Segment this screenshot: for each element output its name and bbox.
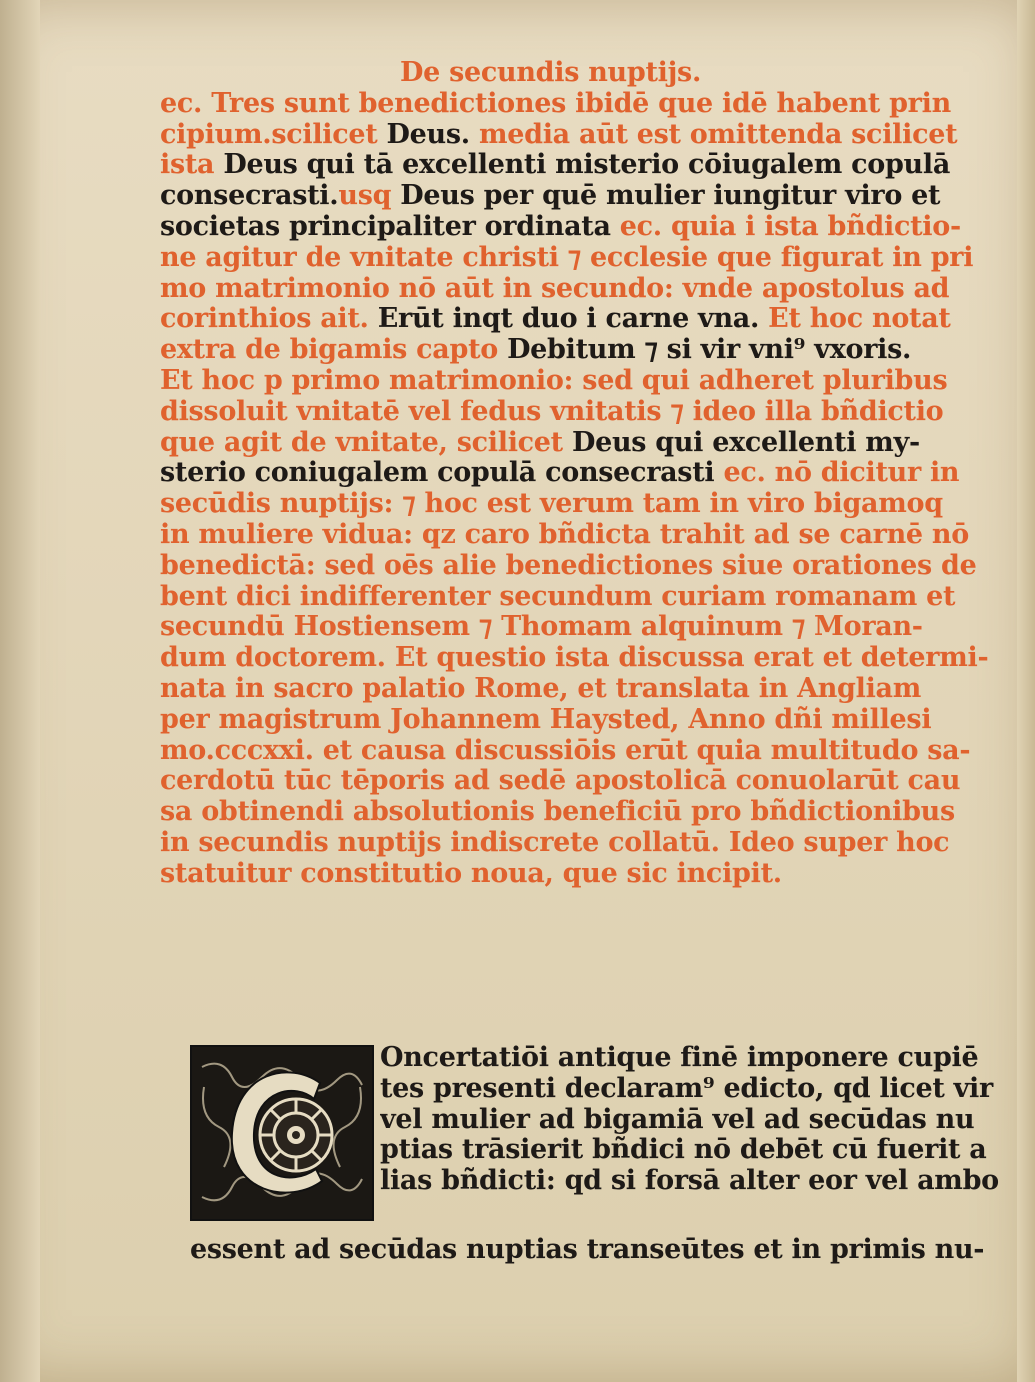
text-line (160, 458, 1000, 489)
text-line (160, 828, 1000, 859)
rubric-text: bent dici indifferenter secundum curiam romanam et (160, 581, 956, 612)
decree-line: ptias trāsierit bñdici nō debēt cū fuerit a (380, 1135, 987, 1166)
black-text: Debitum ⁊ si vir vni⁹ vxoris. (507, 335, 912, 366)
text-line (160, 181, 1000, 212)
text-line (160, 397, 1000, 428)
black-text: sterio coniugalem copulā consecrasti (160, 458, 724, 489)
decree-line: lias bñdicti: qd si forsā alter eor vel ambo (380, 1166, 999, 1197)
text-line (160, 335, 1000, 366)
decorated-initial-c (190, 1045, 374, 1221)
rubric-text: ec. Tres sunt benedictiones ibidē que idē habent prin (160, 88, 951, 119)
black-text: Deus. (386, 119, 470, 150)
decree-line: vel mulier ad bigamiā vel ad secūdas nu (380, 1104, 975, 1135)
rubric-text: secūdis nuptijs: ⁊ hoc est verum tam in viro bigamoq (160, 489, 943, 520)
rubric-text: per magistrum Johannem Haysted, Anno dñi millesi (160, 704, 932, 735)
black-text: Deus qui tā excellenti misterio cōiugalem copulā (223, 150, 951, 181)
rubric-text: in muliere vidua: qz caro bñdicta trahit ad se carnē nō (160, 519, 969, 550)
initial-ornament-icon (192, 1047, 372, 1219)
rubric-text: mo.cccxxi. et causa discussiōis erūt quia multitudo sa- (160, 735, 971, 766)
text-line (160, 797, 1000, 828)
text-line (160, 428, 1000, 459)
rubric-text: mo matrimonio nō aūt in secundo: vnde apostolus ad (160, 273, 950, 304)
page-edge (1017, 0, 1035, 1382)
text-line (160, 612, 1000, 643)
page-heading: De secundis nuptijs. (400, 58, 702, 88)
rubric-text: secundū Hostiensem ⁊ Thomam alquinum ⁊ Moran- (160, 612, 923, 643)
text-line (160, 705, 1000, 736)
text-line (160, 212, 1000, 243)
decree-line: tes presenti declaram⁹ edicto, qd licet vir (380, 1073, 993, 1104)
rubric-text: nata in sacro palatio Rome, et translata in Angliam (160, 673, 922, 704)
text-line (160, 859, 1000, 890)
text-line (160, 304, 1000, 335)
black-text: Deus qui excellenti my- (571, 427, 920, 458)
rubric-text: benedictā: sed oēs alie benedictiones siue orationes de (160, 550, 977, 581)
rubric-text: ista (160, 150, 224, 181)
rubric-text: ec. quia i ista bñdictio- (619, 211, 961, 242)
page-text (160, 58, 1000, 890)
rubric-text: Et hoc notat (759, 304, 951, 335)
black-text: consecrasti. (160, 181, 339, 212)
text-line (160, 274, 1000, 305)
decree-lines (380, 1043, 1000, 1197)
rubric-text: cerdotū tūc tēporis ad sedē apostolicā conuolarūt cau (160, 766, 961, 797)
text-line (160, 489, 1000, 520)
text-line (160, 150, 1000, 181)
black-text: societas principaliter ordinata (160, 211, 620, 242)
rubric-text: corinthios ait. (160, 304, 378, 335)
body-text (160, 89, 1000, 890)
rubric-text: in secundis nuptijs indiscrete collatū. Ideo super hoc (160, 827, 950, 858)
closing-text (190, 1235, 1000, 1266)
rubric-text: statuitur constitutio noua, que sic incipit. (160, 858, 782, 889)
text-line (160, 766, 1000, 797)
text-line (160, 243, 1000, 274)
text-line (160, 89, 1000, 120)
rubric-text: que agit de vnitate, scilicet (160, 427, 572, 458)
text-line (160, 582, 1000, 613)
page-gutter (0, 0, 40, 1382)
decree-line: Oncertatiōi antique finē imponere cupiē (380, 1043, 979, 1073)
closing-line: essent ad secūdas nuptias transeūtes et in primis nu- (190, 1235, 985, 1265)
black-text: Deus per quē mulier iungitur viro et (400, 181, 941, 212)
black-text: Erūt inqt duo i carne vna. (377, 304, 760, 335)
rubric-text: extra de bigamis capto (160, 335, 508, 366)
rubric-text: sa obtinendi absolutionis beneficiū pro bñdictionibus (160, 797, 955, 828)
rubric-text: media aūt est omittenda scilicet (469, 119, 958, 150)
rubric-text: cipium.scilicet (160, 119, 387, 150)
text-line (160, 366, 1000, 397)
text-line (160, 120, 1000, 151)
rubric-text: ec. nō dicitur in (723, 458, 960, 489)
rubric-text: ne agitur de vnitate christi ⁊ ecclesie que figurat in pri (160, 242, 974, 273)
text-line (160, 551, 1000, 582)
rubric-text: dum doctorem. Et questio ista discussa erat et determi- (160, 643, 989, 674)
text-line (160, 520, 1000, 551)
rubric-text: Et hoc p primo matrimonio: sed qui adheret pluribus (160, 365, 948, 396)
text-line (160, 643, 1000, 674)
rubric-text: usq (338, 181, 401, 212)
text-line (160, 674, 1000, 705)
decree-text (380, 1043, 1000, 1197)
text-line (160, 736, 1000, 767)
rubric-text: dissoluit vnitatē vel fedus vnitatis ⁊ ideo illa bñdictio (160, 396, 944, 427)
